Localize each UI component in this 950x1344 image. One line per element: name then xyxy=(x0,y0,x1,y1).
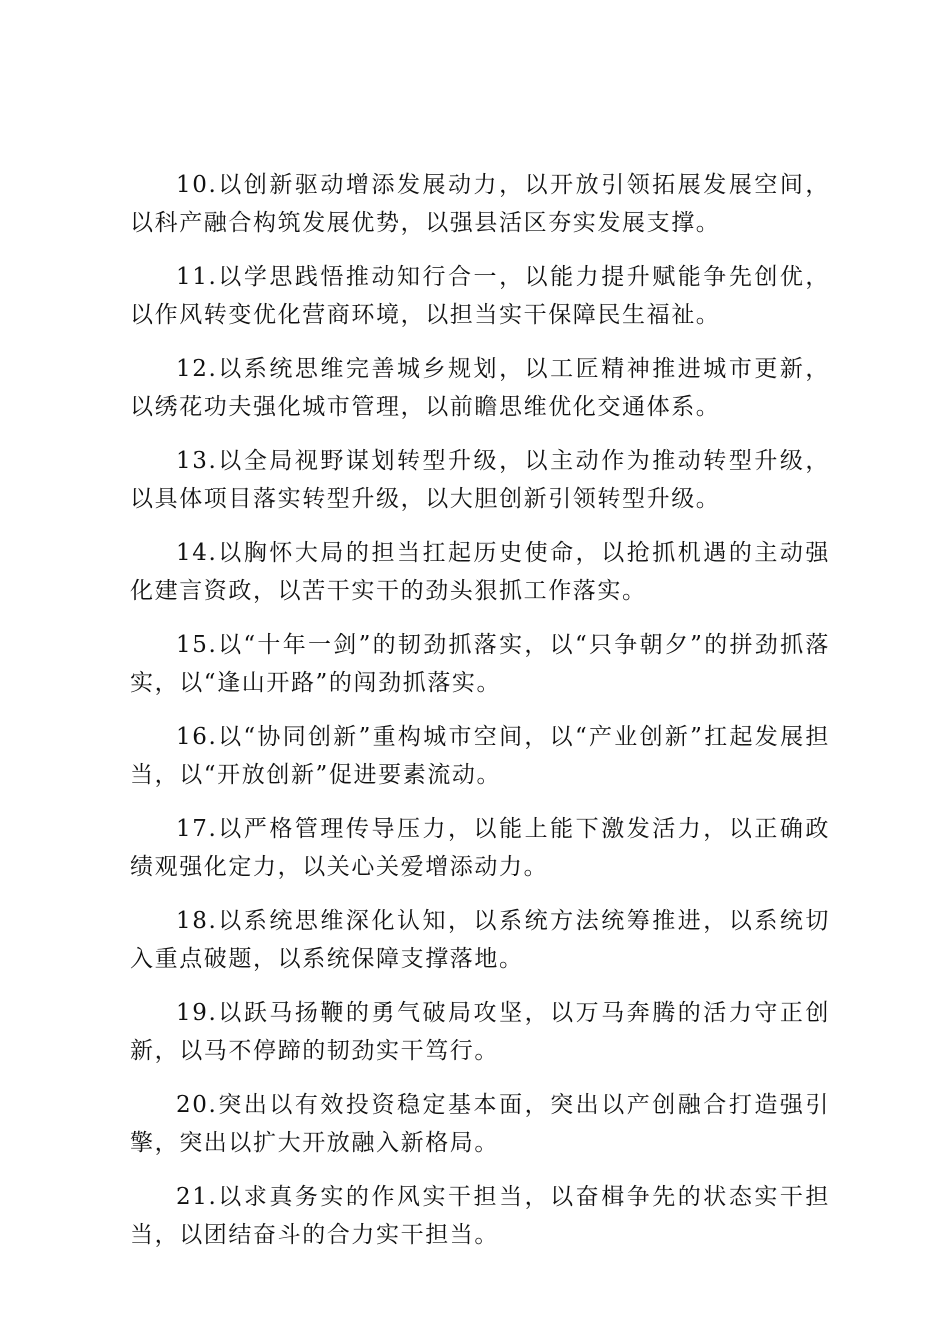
paragraph-19: 19.以跃马扬鞭的勇气破局攻坚，以万马奔腾的活力守正创新，以马不停蹄的韧劲实干笃行。 xyxy=(130,1000,830,1064)
paragraph-16: 16.以“协同创新”重构城市空间，以“产业创新”扛起发展担当，以“开放创新”促进要素流动。 xyxy=(130,724,830,788)
paragraph-21: 21.以求真务实的作风实干担当，以奋楫争先的状态实干担当，以团结奋斗的合力实干担当。 xyxy=(130,1184,830,1248)
paragraph-15: 15.以“十年一剑”的韧劲抓落实，以“只争朝夕”的拼劲抓落实，以“逢山开路”的闯劲抓落实。 xyxy=(130,632,830,696)
paragraph-20: 20.突出以有效投资稳定基本面，突出以产创融合打造强引擎，突出以扩大开放融入新格局。 xyxy=(130,1092,830,1156)
paragraph-17: 17.以严格管理传导压力，以能上能下激发活力，以正确政绩观强化定力，以关心关爱增添动力。 xyxy=(130,816,830,880)
paragraph-18: 18.以系统思维深化认知，以系统方法统筹推进，以系统切入重点破题，以系统保障支撑落地。 xyxy=(130,908,830,972)
document-body xyxy=(130,166,830,1270)
paragraph-12: 12.以系统思维完善城乡规划，以工匠精神推进城市更新，以绣花功夫强化城市管理，以前瞻思维优化交通体系。 xyxy=(130,356,830,420)
paragraph-10: 10.以创新驱动增添发展动力，以开放引领拓展发展空间，以科产融合构筑发展优势，以强县活区夯实发展支撑。 xyxy=(130,172,830,236)
paragraph-13: 13.以全局视野谋划转型升级，以主动作为推动转型升级，以具体项目落实转型升级，以大胆创新引领转型升级。 xyxy=(130,448,830,512)
paragraph-11: 11.以学思践悟推动知行合一，以能力提升赋能争先创优，以作风转变优化营商环境，以担当实干保障民生福祉。 xyxy=(130,264,830,328)
paragraph-14: 14.以胸怀大局的担当扛起历史使命，以抢抓机遇的主动强化建言资政，以苦干实干的劲头狠抓工作落实。 xyxy=(130,540,830,604)
